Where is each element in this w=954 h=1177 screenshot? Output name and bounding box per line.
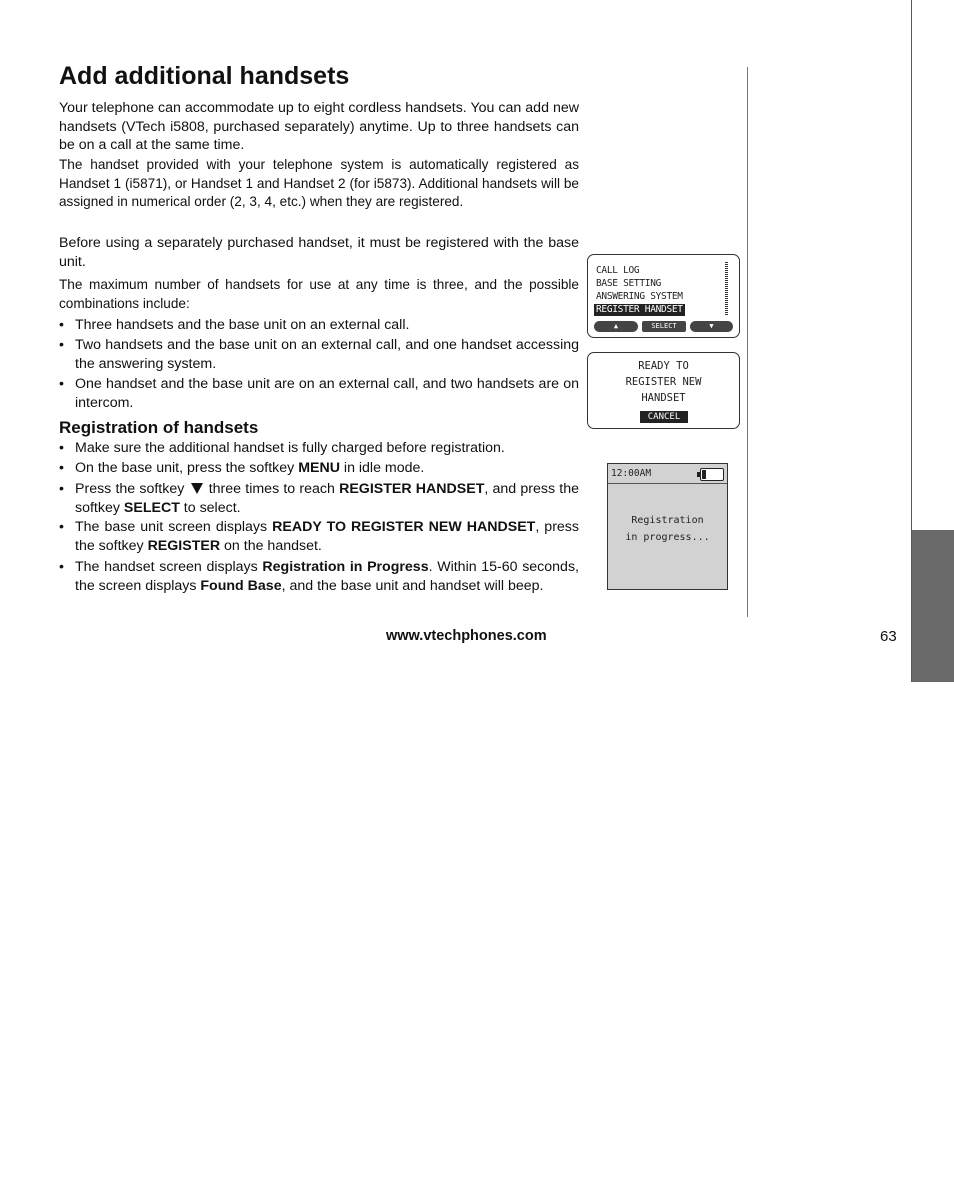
list-item: • The base unit screen displays READY TO REGISTER NEW HANDSET, press the softkey REGISTER on the handset. [59,519,579,554]
page-title: Add additional handsets [59,62,350,90]
intro-paragraph-3: Before using a separately purchased handset, it must be registered with the base unit. [59,235,579,270]
appendix-tab[interactable] [912,530,954,1177]
intro-paragraph-4: The maximum number of handsets for use at any time is three, and the possible combinations include: [59,277,579,311]
clock-display: 12:00AM [611,468,652,479]
handset-screen [607,463,728,590]
menu-item-register-handset: REGISTER HANDSET [596,304,683,315]
screen-line: in progress... [625,532,710,543]
column-divider [747,67,748,617]
screen-line: READY TO [638,360,689,372]
list-item: • The handset screen displays Registration in Progress. Within 15-60 seconds, the screen displays Found Base, and the base unit and handset will beep. [59,559,579,594]
down-softkey: ▼ [690,321,733,332]
menu-item-base-setting: BASE SETTING [596,278,662,289]
base-menu-screen [587,254,740,338]
list-item: • Make sure the additional handset is fully charged before registration. [59,440,505,456]
status-divider [608,483,727,484]
screen-line: HANDSET [641,392,686,404]
list-item: • One handset and the base unit are on an external call, and two handsets are on intercom. [59,376,579,411]
menu-item-answering-system: ANSWERING SYSTEM [596,291,683,302]
appendix-tab-label: Appendix [924,1097,943,1177]
battery-icon [700,468,724,481]
section-heading: Registration of handsets [59,418,259,437]
down-arrow-icon [191,483,203,494]
page-number: 63 [880,628,897,645]
intro-paragraph-1: Your telephone can accommodate up to eight cordless handsets. You can add new handsets (VTech i5808, purchased separately) anytime. Up to three handsets can be on a call at the same time. [59,100,579,153]
base-ready-screen [587,352,740,429]
list-item: • Press the softkey three times to reach REGISTER HANDSET, and press the softkey SELECT to select. [59,481,579,516]
footer-url: www.vtechphones.com [386,628,547,644]
screen-line: Registration [631,515,704,526]
side-tab [911,0,954,1177]
scrollbar [725,262,728,316]
menu-item-call-log: CALL LOG [596,265,640,276]
select-softkey: SELECT [642,321,686,332]
cancel-softkey: CANCEL [640,411,688,423]
list-item: • On the base unit, press the softkey MENU in idle mode. [59,460,425,476]
screen-line: REGISTER NEW [625,376,702,388]
list-item: • Two handsets and the base unit on an external call, and one handset accessing the answering system. [59,337,579,372]
intro-paragraph-2: The handset provided with your telephone system is automatically registered as Handset 1 (i5871), or Handset 1 and Handset 2 (for i5873). Additional handsets will be assigned in numerical order (2, 3, 4, etc.) when they are registered. [59,157,579,209]
up-softkey: ▲ [594,321,638,332]
softkey-bar [594,321,733,332]
list-item: • Three handsets and the base unit on an external call. [59,317,410,333]
